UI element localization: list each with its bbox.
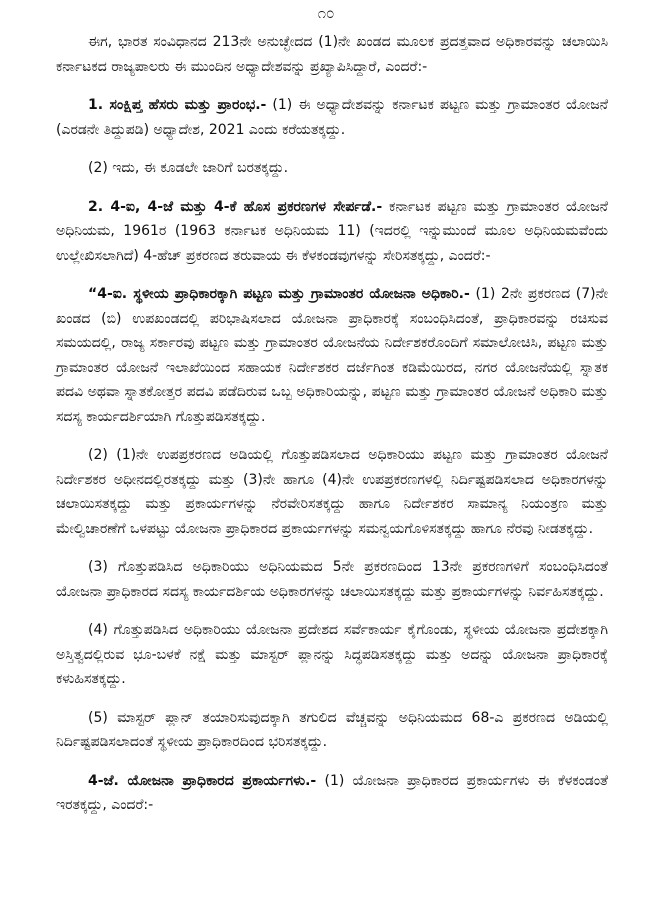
section-1-heading: 1. ಸಂಕ್ಷಿಪ್ತ ಹೆಸರು ಮತ್ತು ಪ್ರಾರಂಭ.- — [88, 97, 267, 113]
section-1-sub-2: (2) ಇದು, ಈ ಕೂಡಲೇ ಜಾರಿಗೆ ಬರತಕ್ಕದ್ದು. — [88, 160, 289, 176]
page-number: ೧೦ — [317, 4, 335, 22]
intro-paragraph: ಈಗ, ಭಾರತ ಸಂವಿಧಾನದ 213ನೇ ಅನುಚ್ಛೇದದ (1)ನೇ ಖಂಡದ ಮೂಲಕ ಪ್ರದತ್ತವಾದ ಅಧಿಕಾರವನ್ನು ಚಲಾಯಿಸಿ ಕರ್ನಾಟಕದ ರಾಜ್ಯಪಾಲರು ಈ ಮುಂದಿನ ಅಧ್ಯಾದೇಶವನ್ನು ಪ್ರಖ್ಯಾಪಿಸಿದ್ದಾರೆ, ಎಂದರೆ:- — [56, 34, 608, 75]
section-2-paragraph — [56, 195, 608, 269]
section-2-heading: 2. 4-ಐ, 4-ಜೆ ಮತ್ತು 4-ಕೆ ಹೊಸ ಪ್ರಕರಣಗಳ ಸೇರ್ಪಡೆ.- — [88, 198, 383, 215]
section-4i-sub-2: (2) (1)ನೇ ಉಪಪ್ರಕರಣದ ಅಡಿಯಲ್ಲಿ ಗೊತ್ತುಪಡಿಸಲಾದ ಅಧಿಕಾರಿಯು ಪಟ್ಟಣ ಮತ್ತು ಗ್ರಾಮಾಂತರ ಯೋಜನೆ ನಿರ್ದೇಶಕರ ಅಧೀನದಲ್ಲಿರತಕ್ಕದ್ದು ಮತ್ತು (3)ನೇ ಹಾಗೂ (4)ನೇ ಉಪಪ್ರಕರಣಗಳಲ್ಲಿ ನಿರ್ದಿಷ್ಟಪಡಿಸಲಾದ ಅಧಿಕಾರಗಳನ್ನು ಚಲಾಯಿಸತಕ್ಕದ್ದು ಮತ್ತು ಪ್ರಕಾರ್ಯಗಳನ್ನು ನೆರವೇರಿಸತಕ್ಕದ್ದು ಹಾಗೂ ನಿರ್ದೇಶಕರ ಸಾಮಾನ್ಯ ನಿಯಂತ್ರಣ ಮತ್ತು ಮೇಲ್ವಿಚಾರಣೆಗೆ ಒಳಪಟ್ಟು ಯೋಜನಾ ಪ್ರಾಧಿಕಾರದ ಪ್ರಕಾರ್ಯಗಳನ್ನು ಸಮನ್ವಯಗೊಳಿಸತಕ್ಕದ್ದು ಹಾಗೂ ನೆರವು ನೀಡತಕ್ಕದ್ದು. — [56, 447, 608, 537]
section-4j-text: (1) ಯೋಜನಾ ಪ್ರಾಧಿಕಾರದ ಪ್ರಕಾರ್ಯಗಳು ಈ ಕೆಳಕಂಡಂತೆ ಇರತಕ್ಕದ್ದು, ಎಂದರೆ:- — [56, 772, 608, 813]
section-4j-paragraph — [56, 769, 608, 818]
section-4i-sub-3: (3) ಗೊತ್ತುಪಡಿಸಿದ ಅಧಿಕಾರಿಯು ಅಧಿನಿಯಮದ 5ನೇ ಪ್ರಕರಣದಿಂದ 13ನೇ ಪ್ರಕರಣಗಳಿಗೆ ಸಂಬಂಧಿಸಿದಂತೆ ಯೋಜನಾ ಪ್ರಾಧಿಕಾರದ ಸದಸ್ಯ ಕಾರ್ಯದರ್ಶಿಯ ಅಧಿಕಾರಗಳನ್ನು ಚಲಾಯಿಸತಕ್ಕದ್ದು ಮತ್ತು ಪ್ರಕಾರ್ಯಗಳನ್ನು ನಿರ್ವಹಿಸತಕ್ಕದ್ದು. — [56, 559, 608, 600]
section-4i-heading: “4-ಐ. ಸ್ಥಳೀಯ ಪ್ರಾಧಿಕಾರಕ್ಕಾಗಿ ಪಟ್ಟಣ ಮತ್ತು ಗ್ರಾಮಾಂತರ ಯೋಜನಾ ಅಧಿಕಾರಿ.- — [88, 286, 470, 302]
section-2-text: ಕರ್ನಾಟಕ ಪಟ್ಟಣ ಮತ್ತು ಗ್ರಾಮಾಂತರ ಯೋಜನೆ ಅಧಿನಿಯಮ, 1961ರ (1963 ಕರ್ನಾಟಕ ಅಧಿನಿಯಮ 11) (ಇದರಲ್ಲಿ ಇನ್ನುಮುಂದೆ ಮೂಲ ಅಧಿನಿಯಮವೆಂದು ಉಲ್ಲೇಖಿಸಲಾಗಿದೆ) 4-ಹೆಚ್ ಪ್ರಕರಣದ ತರುವಾಯ ಈ ಕೆಳಕಂಡವುಗಳನ್ನು ಸೇರಿಸತಕ್ಕದ್ದು, ಎಂದರೆ:- — [56, 198, 608, 264]
section-4i-sub-1: (1) 2ನೇ ಪ್ರಕರಣದ (7)ನೇ ಖಂಡದ (ಬಿ) ಉಪಖಂಡದಲ್ಲಿ ಪರಿಭಾಷಿಸಲಾದ ಯೋಜನಾ ಪ್ರಾಧಿಕಾರಕ್ಕೆ ಸಂಬಂಧಿಸಿದಂತೆ, ಪ್ರಾಧಿಕಾರವನ್ನು ರಚಿಸುವ ಸಮಯದಲ್ಲಿ, ರಾಜ್ಯ ಸರ್ಕಾರವು ಪಟ್ಟಣ ಮತ್ತು ಗ್ರಾಮಾಂತರ ಯೋಜನೆಯ ನಿರ್ದೇಶಕರೊಂದಿಗೆ ಸಮಾಲೋಚಿಸಿ, ಪಟ್ಟಣ ಮತ್ತು ಗ್ರಾಮಾಂತರ ಯೋಜನೆ ಇಲಾಖೆಯಿಂದ ಸಹಾಯಕ ನಿರ್ದೇಶಕರ ದರ್ಜೆಗಿಂತ ಕಡಿಮೆಯಿರದ, ನಗರ ಯೋಜನೆಯಲ್ಲಿ ಸ್ನಾತಕ ಪದವಿ ಅಥವಾ ಸ್ನಾತಕೋತ್ತರ ಪದವಿ ಪಡೆದಿರುವ ಒಬ್ಬ ಅಧಿಕಾರಿಯನ್ನು, ಪಟ್ಟಣ ಮತ್ತು ಗ್ರಾಮಾಂತರ ಯೋಜನೆ ಅಧಿಕಾರಿ ಮತ್ತು ಸದಸ್ಯ ಕಾರ್ಯದರ್ಶಿಯಾಗಿ ಗೊತ್ತುಪಡಿಸತಕ್ಕದ್ದು. — [56, 286, 608, 425]
section-1-text: (1) ಈ ಅಧ್ಯಾದೇಶವನ್ನು ಕರ್ನಾಟಕ ಪಟ್ಟಣ ಮತ್ತು ಗ್ರಾಮಾಂತರ ಯೋಜನೆ (ಎರಡನೇ ತಿದ್ದುಪಡಿ) ಅಧ್ಯಾದೇಶ, 2021 ಎಂದು ಕರೆಯತಕ್ಕದ್ದು. — [56, 97, 609, 138]
section-4i-paragraph-1 — [56, 282, 608, 429]
section-1-paragraph — [56, 93, 608, 142]
document-body — [56, 30, 608, 832]
section-4i-sub-4: (4) ಗೊತ್ತುಪಡಿಸಿದ ಅಧಿಕಾರಿಯು ಯೋಜನಾ ಪ್ರದೇಶದ ಸರ್ವೆಕಾರ್ಯ ಕೈಗೊಂಡು, ಸ್ಥಳೀಯ ಯೋಜನಾ ಪ್ರದೇಶಕ್ಕಾಗಿ ಅಸ್ತಿತ್ವದಲ್ಲಿರುವ ಭೂ-ಬಳಕೆ ನಕ್ಷೆ ಮತ್ತು ಮಾಸ್ಟರ್ ಪ್ಲಾನನ್ನು ಸಿದ್ಧಪಡಿಸತಕ್ಕದ್ದು ಮತ್ತು ಅದನ್ನು ಯೋಜನಾ ಪ್ರಾಧಿಕಾರಕ್ಕೆ ಕಳುಹಿಸತಕ್ಕದ್ದು. — [56, 622, 608, 687]
section-4j-heading: 4-ಜೆ. ಯೋಜನಾ ಪ್ರಾಧಿಕಾರದ ಪ್ರಕಾರ್ಯಗಳು.- — [88, 772, 317, 789]
section-4i-sub-5: (5) ಮಾಸ್ಟರ್ ಪ್ಲಾನ್ ತಯಾರಿಸುವುದಕ್ಕಾಗಿ ತಗುಲಿದ ವೆಚ್ಚವನ್ನು ಅಧಿನಿಯಮದ 68-ಎ ಪ್ರಕರಣದ ಅಡಿಯಲ್ಲಿ ನಿರ್ದಿಷ್ಟಪಡಿಸಲಾದಂತೆ ಸ್ಥಳೀಯ ಪ್ರಾಧಿಕಾರದಿಂದ ಭರಿಸತಕ್ಕದ್ದು. — [56, 709, 608, 750]
